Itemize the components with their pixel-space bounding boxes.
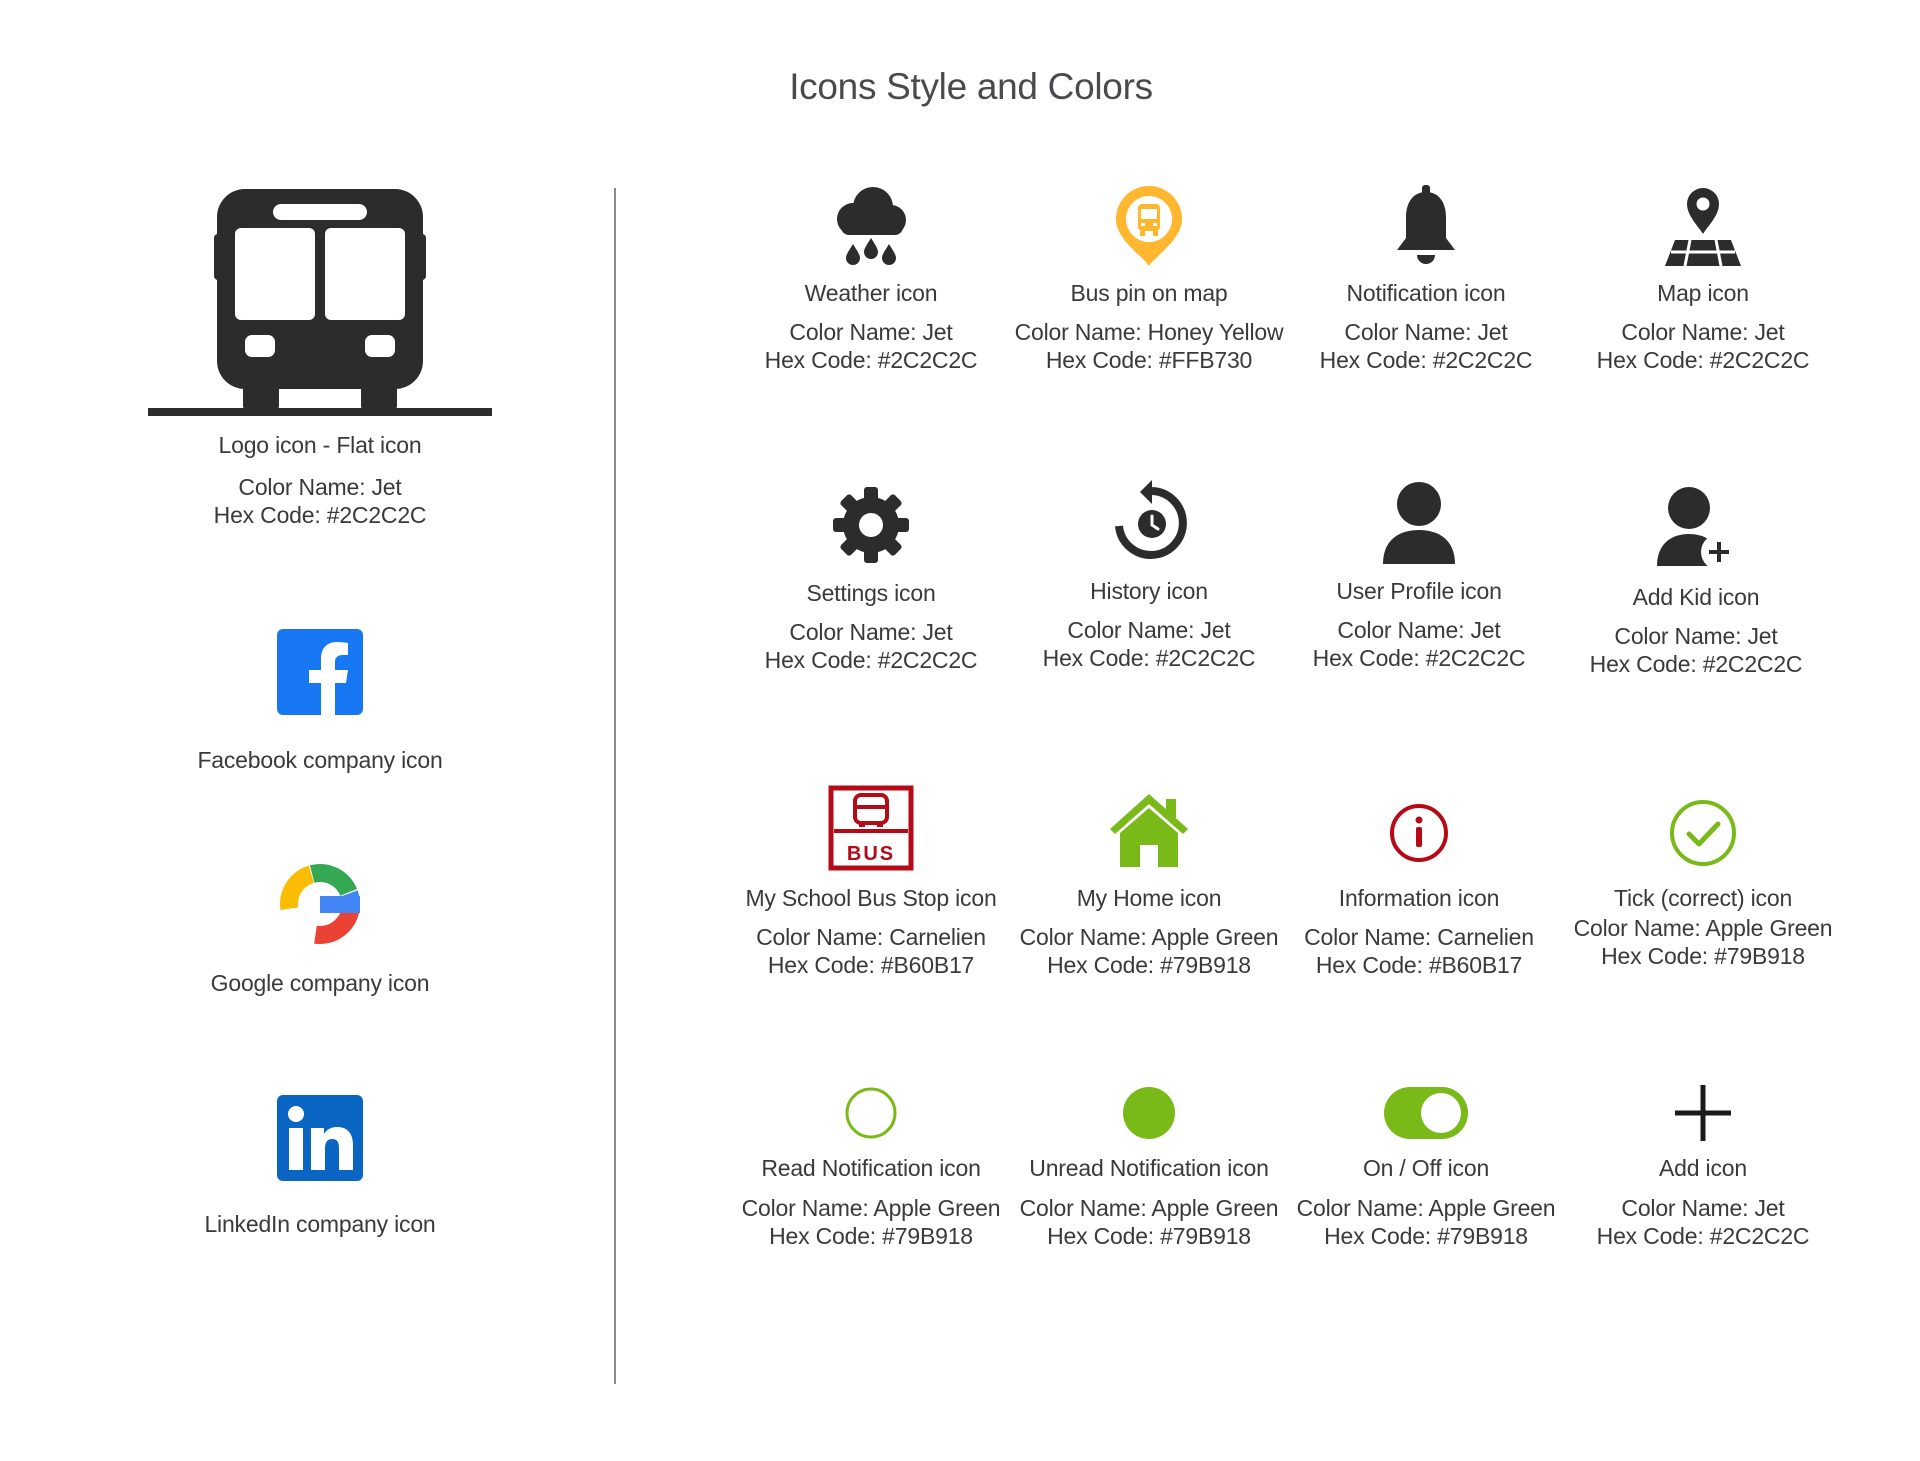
icon-label: On / Off icon (1362, 1155, 1490, 1181)
icon-card (1004, 182, 1294, 374)
icon-card (1551, 486, 1841, 678)
color-name: Color Name: Apple Green (1573, 915, 1833, 941)
hex-code: Hex Code: #2C2C2C (213, 502, 427, 528)
hex-code: Hex Code: #2C2C2C (1589, 651, 1803, 677)
hex-code: Hex Code: #2C2C2C (1319, 347, 1533, 373)
color-name: Color Name: Jet (789, 319, 953, 345)
icon-label: Notification icon (1346, 280, 1506, 306)
weather-icon (726, 182, 1016, 268)
icon-label: LinkedIn company icon (204, 1211, 436, 1237)
home-icon (1004, 785, 1294, 871)
icon-label: Add Kid icon (1632, 584, 1760, 610)
color-name: Color Name: Jet (238, 474, 402, 500)
linkedin-icon (120, 1095, 520, 1181)
hex-code: Hex Code: #79B918 (1047, 1223, 1251, 1249)
facebook-icon (120, 629, 520, 715)
icon-card (726, 482, 1016, 674)
icon-card (1274, 785, 1564, 979)
hex-code: Hex Code: #2C2C2C (1596, 347, 1810, 373)
icon-label: Facebook company icon (197, 747, 443, 773)
history-icon (1004, 480, 1294, 566)
user-icon (1274, 480, 1564, 566)
toggle-icon (1281, 1085, 1571, 1141)
color-name: Color Name: Carnelien (756, 924, 986, 950)
hex-code: Hex Code: #79B918 (769, 1223, 973, 1249)
hex-code: Hex Code: #2C2C2C (1312, 645, 1526, 671)
icon-label: Map icon (1657, 280, 1749, 306)
color-name: Color Name: Apple Green (1019, 924, 1279, 950)
page-title: Icons Style and Colors (789, 66, 1153, 107)
icon-label: Logo icon - Flat icon (218, 432, 422, 458)
icon-card (1558, 182, 1848, 374)
hex-code: Hex Code: #2C2C2C (764, 347, 978, 373)
info-icon (1274, 785, 1564, 871)
icon-card (1004, 1085, 1294, 1250)
hex-code: Hex Code: #FFB730 (1045, 347, 1253, 373)
icon-label: User Profile icon (1336, 578, 1502, 604)
color-name: Color Name: Jet (1621, 319, 1785, 345)
map-icon (1558, 182, 1848, 268)
icon-card (1558, 1085, 1848, 1250)
color-name: Color Name: Apple Green (1019, 1195, 1279, 1221)
icon-label: Information icon (1338, 885, 1500, 911)
icon-label: Google company icon (210, 970, 430, 996)
hex-code: Hex Code: #2C2C2C (1596, 1223, 1810, 1249)
color-name: Color Name: Jet (789, 619, 953, 645)
unread-notification-icon (1004, 1085, 1294, 1141)
color-name: Color Name: Apple Green (1296, 1195, 1556, 1221)
color-name: Color Name: Jet (1344, 319, 1508, 345)
icon-card (726, 1085, 1016, 1250)
icon-label: Settings icon (806, 580, 936, 606)
google-icon-card (120, 860, 520, 997)
gear-icon (726, 482, 1016, 568)
bus-sign-text: BUS (846, 843, 896, 865)
bus-stop-icon (726, 785, 1016, 871)
icon-card (1004, 480, 1294, 672)
hex-code: Hex Code: #B60B17 (1315, 952, 1523, 978)
icon-card (1281, 182, 1571, 374)
color-name: Color Name: Jet (1621, 1195, 1785, 1221)
icon-card (1004, 785, 1294, 979)
icon-label: Unread Notification icon (1029, 1155, 1269, 1181)
icon-label: Add icon (1659, 1155, 1747, 1181)
vertical-divider (614, 188, 616, 1384)
read-notification-icon (726, 1085, 1016, 1141)
bus-pin-icon (1004, 182, 1294, 268)
hex-code: Hex Code: #79B918 (1047, 952, 1251, 978)
icon-label: My Home icon (1076, 885, 1222, 911)
color-name: Color Name: Jet (1337, 617, 1501, 643)
icon-label: History icon (1090, 578, 1208, 604)
icon-label: My School Bus Stop icon (745, 885, 997, 911)
logo-icon-card (120, 184, 520, 529)
bus-front-icon (120, 184, 520, 418)
color-name: Color Name: Honey Yellow (1014, 319, 1284, 345)
icon-label: Weather icon (804, 280, 938, 306)
plus-icon (1558, 1085, 1848, 1141)
icon-label: Read Notification icon (761, 1155, 981, 1181)
add-user-icon (1551, 486, 1841, 572)
hex-code: Hex Code: #2C2C2C (1042, 645, 1256, 671)
color-name: Color Name: Carnelien (1304, 924, 1534, 950)
icon-card (1558, 785, 1848, 970)
hex-code: Hex Code: #B60B17 (767, 952, 975, 978)
facebook-icon-card (120, 629, 520, 774)
icon-card (1274, 480, 1564, 672)
icon-card (1281, 1085, 1571, 1250)
color-name: Color Name: Jet (1614, 623, 1778, 649)
google-icon (120, 860, 520, 948)
color-name: Color Name: Apple Green (741, 1195, 1001, 1221)
icon-card (726, 182, 1016, 374)
icon-card (726, 785, 1016, 979)
linkedin-icon-card (120, 1095, 520, 1238)
color-name: Color Name: Jet (1067, 617, 1231, 643)
icon-label: Bus pin on map (1070, 280, 1228, 306)
icon-label: Tick (correct) icon (1613, 885, 1793, 911)
check-icon (1558, 785, 1848, 871)
hex-code: Hex Code: #2C2C2C (764, 647, 978, 673)
bell-icon (1281, 182, 1571, 268)
hex-code: Hex Code: #79B918 (1601, 943, 1805, 969)
hex-code: Hex Code: #79B918 (1324, 1223, 1528, 1249)
